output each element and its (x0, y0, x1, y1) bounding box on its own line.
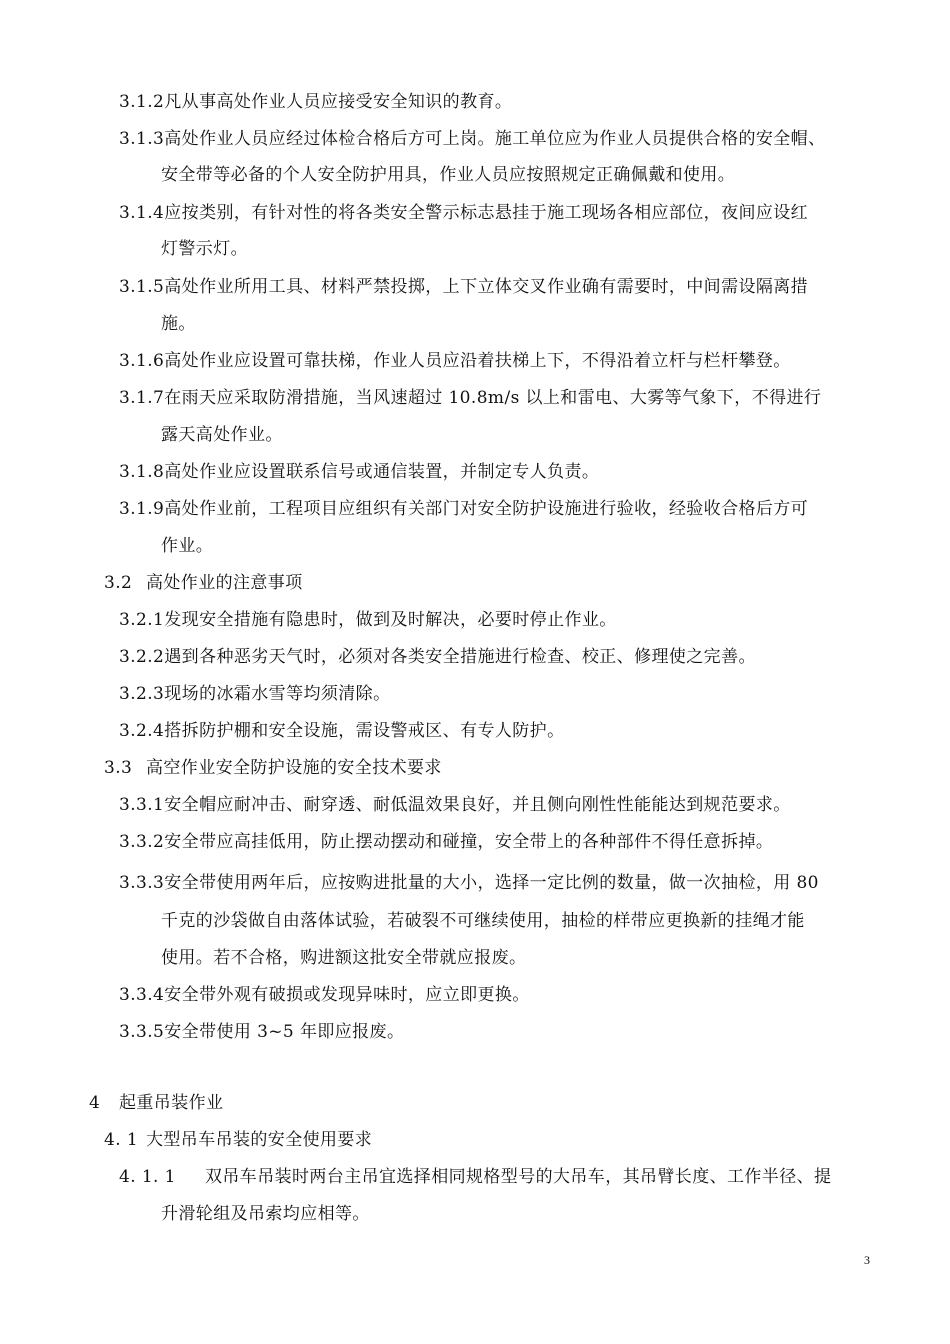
section-heading-4 (89, 1085, 223, 1122)
section-heading-3-2 (104, 565, 303, 602)
clause-number: 3.1.2 (119, 92, 165, 112)
clause-3-2-1 (119, 602, 617, 639)
clause-number: 3.2.2 (119, 647, 165, 667)
clause-3-1-9 (119, 491, 808, 528)
clause-3-3-5 (119, 1014, 404, 1051)
clause-text: 安全带外观有破损或发现异味时，应立即更换。 (164, 985, 530, 1005)
clause-3-2-4 (119, 713, 564, 750)
clause-text: 安全带使用 3~5 年即应报废。 (164, 1022, 405, 1042)
section-number: 4 (89, 1093, 101, 1113)
page-number: 3 (864, 1253, 870, 1267)
clause-3-1-2 (119, 84, 512, 121)
clause-3-1-4-cont: 灯警示灯。 (161, 239, 248, 259)
section-number: 3.2 (104, 573, 133, 593)
section-title: 高空作业安全防护设施的安全技术要求 (146, 758, 442, 778)
clause-3-1-3 (119, 121, 825, 158)
clause-3-3-1 (119, 787, 791, 824)
clause-number: 3.2.4 (119, 721, 165, 741)
section-title: 高处作业的注意事项 (146, 573, 303, 593)
clause-3-3-4 (119, 977, 530, 1014)
section-heading-3-3 (104, 750, 442, 787)
clause-text: 安全带应高挂低用，防止摆动摆动和碰撞，安全带上的各种部件不得任意拆掉。 (164, 832, 774, 852)
clause-number: 3.1.3 (119, 129, 165, 149)
clause-number: 3.1.8 (119, 462, 165, 482)
clause-number: 3.1.7 (119, 388, 165, 408)
clause-3-3-3-cont-1: 千克的沙袋做自由落体试验，若破裂不可继续使用，抽检的样带应更换新的挂绳才能 (161, 911, 805, 931)
clause-text: 凡从事高处作业人员应接受安全知识的教育。 (164, 92, 513, 112)
clause-text: 搭拆防护棚和安全设施，需设警戒区、有专人防护。 (164, 721, 565, 741)
clause-3-2-3 (119, 676, 390, 713)
section-number: 4. 1 (104, 1130, 139, 1150)
clause-3-1-5 (119, 269, 808, 306)
clause-3-1-8 (119, 454, 599, 491)
clause-number: 3.2.1 (119, 610, 165, 630)
clause-3-3-2 (119, 824, 773, 861)
section-title: 起重吊装作业 (119, 1093, 224, 1113)
clause-3-3-3-cont-2: 使用。若不合格，购进额这批安全带就应报废。 (161, 948, 527, 968)
clause-text: 高处作业应设置联系信号或通信装置，并制定专人负责。 (164, 462, 600, 482)
clause-3-2-2 (119, 639, 756, 676)
clause-number: 3.3.5 (119, 1022, 165, 1042)
clause-text: 双吊车吊装时两台主吊宜选择相同规格型号的大吊车，其吊臂长度、工作半径、提 (205, 1167, 832, 1187)
clause-text: 发现安全措施有隐患时，做到及时解决，必要时停止作业。 (164, 610, 617, 630)
clause-3-3-3 (119, 865, 819, 902)
clause-text: 高处作业人员应经过体检合格后方可上岗。施工单位应为作业人员提供合格的安全帽、 (164, 129, 826, 149)
clause-4-1-1 (119, 1159, 831, 1196)
clause-3-1-4 (119, 195, 808, 232)
clause-text: 高处作业所用工具、材料严禁投掷，上下立体交叉作业确有需要时，中间需设隔离措 (164, 277, 809, 297)
section-title: 大型吊车吊装的安全使用要求 (146, 1130, 373, 1150)
clause-number: 3.3.2 (119, 832, 165, 852)
clause-number: 3.1.4 (119, 203, 165, 223)
clause-3-1-6 (119, 343, 791, 380)
clause-3-1-9-cont: 作业。 (161, 536, 214, 556)
clause-3-1-3-cont: 安全带等必备的个人安全防护用具，作业人员应按照规定正确佩戴和使用。 (161, 165, 736, 185)
clause-text: 安全帽应耐冲击、耐穿透、耐低温效果良好，并且侧向刚性性能能达到规范要求。 (164, 795, 791, 815)
clause-number: 4. 1. 1 (119, 1167, 176, 1187)
clause-text: 应按类别，有针对性的将各类安全警示标志悬挂于施工现场各相应部位，夜间应设红 (164, 203, 809, 223)
clause-text: 安全带使用两年后，应按购进批量的大小，选择一定比例的数量，做一次抽检，用 80 (164, 873, 819, 893)
clause-4-1-1-cont: 升滑轮组及吊索均应相等。 (161, 1204, 370, 1224)
clause-text: 高处作业前，工程项目应组织有关部门对安全防护设施进行验收，经验收合格后方可 (164, 499, 809, 519)
clause-number: 3.3.1 (119, 795, 165, 815)
clause-text: 高处作业应设置可靠扶梯，作业人员应沿着扶梯上下，不得沿着立杆与栏杆攀登。 (164, 351, 791, 371)
clause-number: 3.2.3 (119, 684, 165, 704)
section-number: 3.3 (104, 758, 133, 778)
clause-text: 在雨天应采取防滑措施，当风速超过 10.8m/s 以上和雷电、大雾等气象下，不得进行 (164, 388, 822, 408)
clause-number: 3.3.3 (119, 873, 165, 893)
clause-text: 遇到各种恶劣天气时，必须对各类安全措施进行检查、校正、修理使之完善。 (164, 647, 756, 667)
clause-number: 3.3.4 (119, 985, 165, 1005)
clause-text: 现场的冰霜水雪等均须清除。 (164, 684, 391, 704)
clause-number: 3.1.9 (119, 499, 165, 519)
clause-number: 3.1.6 (119, 351, 165, 371)
clause-3-1-5-cont: 施。 (161, 314, 196, 334)
clause-number: 3.1.5 (119, 277, 165, 297)
clause-3-1-7 (119, 380, 821, 417)
section-heading-4-1 (104, 1122, 372, 1159)
clause-3-1-7-cont: 露天高处作业。 (161, 425, 283, 445)
